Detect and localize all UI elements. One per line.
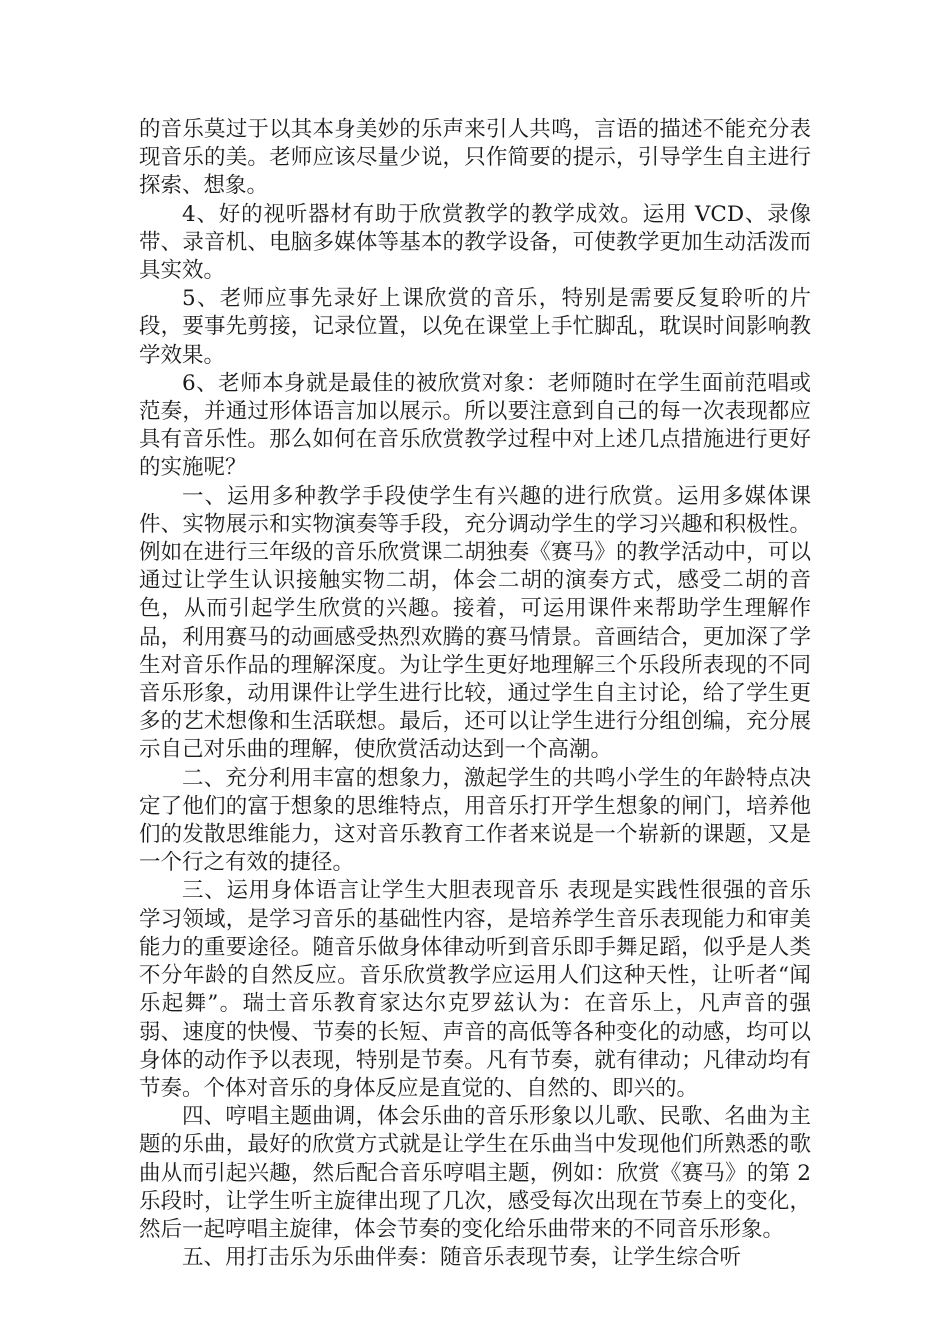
paragraph-section-3: 三、运用身体语言让学生大胆表现音乐 表现是实践性很强的音乐学习领域，是学习音乐的基础性内容，是培养学生音乐表现能力和审美能力的重要途径。随音乐做身体律动听到音乐即手舞足蹈，似乎是人类不分年龄的自然反应。音乐欣赏教学应运用人们这种天性，让听者“闻乐起舞”。瑞士音乐教育家达尔克罗兹认为：在音乐上，凡声音的强弱、速度的快慢、节奏的长短、声音的高低等各种变化的动感，均可以身体的动作予以表现，特别是节奏。凡有节奏，就有律动；凡律动均有节奏。个体对音乐的身体反应是直觉的、自然的、即兴的。	[139, 878, 811, 1101]
paragraph-item-4: 4、好的视听器材有助于欣赏教学的教学成效。运用 VCD、录像带、录音机、电脑多媒体等基本的教学设备，可使教学更加生动活泼而具实效。	[139, 201, 811, 284]
paragraph-item-6: 6、老师本身就是最佳的被欣赏对象：老师随时在学生面前范唱或范奏，并通过形体语言加以展示。所以要注意到自己的每一次表现都应具有音乐性。那么如何在音乐欣赏教学过程中对上述几点措施进行更好的实施呢？	[139, 370, 811, 481]
paragraph-section-5: 五、用打击乐为乐曲伴奏：随音乐表现节奏，让学生综合听	[182, 1245, 742, 1271]
paragraph-section-4: 四、哼唱主题曲调，体会乐曲的音乐形象以儿歌、民歌、名曲为主题的乐曲，最好的欣赏方式就是让学生在乐曲当中发现他们所熟悉的歌曲从而引起兴趣，然后配合音乐哼唱主题，例如：欣赏《赛马》的第 2 乐段时，让学生听主旋律出现了几次，感受每次出现在节奏上的变化，然后一起哼唱主旋律，体会节奏的变化给乐曲带来的不同音乐形象。	[139, 1104, 811, 1242]
paragraph-section-1: 一、运用多种教学手段使学生有兴趣的进行欣赏。运用多媒体课件、实物展示和实物演奏等手段，充分调动学生的学习兴趣和积极性。例如在进行三年级的音乐欣赏课二胡独奏《赛马》的教学活动中，可以通过让学生认识接触实物二胡，体会二胡的演奏方式，感受二胡的音色，从而引起学生欣赏的兴趣。接着，可运用课件来帮助学生理解作品，利用赛马的动画感受热烈欢腾的赛马情景。音画结合，更加深了学生对音乐作品的理解深度。为让学生更好地理解三个乐段所表现的不同音乐形象，动用课件让学生进行比较，通过学生自主讨论，给了学生更多的艺术想像和生活联想。最后，还可以让学生进行分组创编，充分展示自己对乐曲的理解，使欣赏活动达到一个高潮。	[139, 483, 811, 763]
paragraph-item-5: 5、老师应事先录好上课欣赏的音乐，特别是需要反复聆听的片段，要事先剪接，记录位置，以免在课堂上手忙脚乱，耽误时间影响教学效果。	[139, 286, 811, 368]
paragraph-section-2: 二、充分利用丰富的想象力，激起学生的共鸣小学生的年龄特点决定了他们的富于想象的思维特点，用音乐打开学生想象的闸门，培养他们的发散思维能力，这对音乐教育工作者来说是一个崭新的课题，又是一个行之有效的捷径。	[139, 765, 811, 876]
paragraph-continuation: 的音乐莫过于以其本身美妙的乐声来引人共鸣，言语的描述不能充分表现音乐的美。老师应该尽量少说，只作简要的提示，引导学生自主进行探索、想象。	[139, 117, 811, 199]
document-body	[139, 116, 811, 1272]
